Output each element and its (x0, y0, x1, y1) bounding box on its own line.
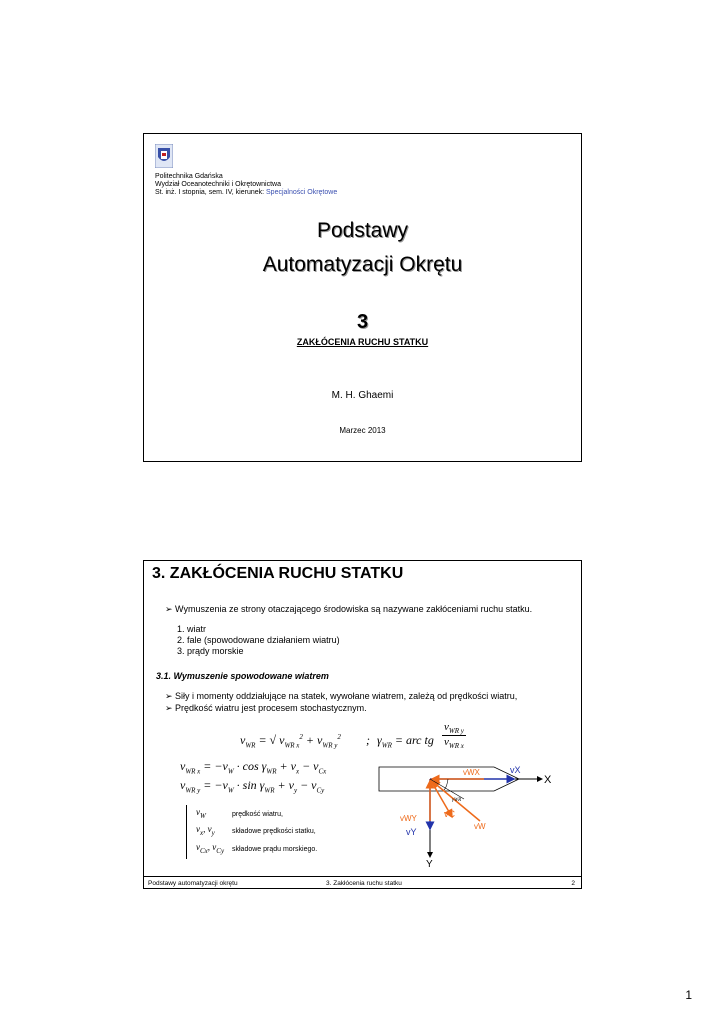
university-logo-icon (155, 144, 173, 168)
bullet-disturbances: ➢ Wymuszenia ze strony otaczającego środowiska są nazywane zakłóceniami ruchu statku. (165, 604, 533, 614)
slide-footer (144, 876, 581, 890)
title-slide (143, 133, 582, 462)
bullet-forces: ➢ Siły i momenty oddziałujące na statek, wywołane wiatrem, zależą od prędkości wiatru, (165, 691, 518, 701)
legend-symbol-vxy: $v_x$, $v_y$ (196, 824, 215, 837)
legend-symbol-vc: $v_{Cx}$, $v_{Cy}$ (196, 842, 225, 855)
equation-gamma: $\gamma_{WR}$ = arc tg (377, 733, 434, 750)
legend-bar (186, 805, 187, 859)
header-university: Politechnika Gdańska (155, 173, 223, 180)
slide-title: 3. ZAKŁÓCENIA RUCHU STATKU (152, 565, 404, 582)
vx-label: vX (510, 765, 521, 775)
legend-desc: prędkość wiatru, (232, 811, 283, 818)
list-item: 3. prądy morskie (177, 646, 244, 656)
footer-chapter: 3. Zakłócenia ruchu statku (326, 880, 402, 887)
equation-vwrx: $v_{WR x} = -v_W \cdot \cos \gamma_{WR} + v_x - v_{Cx}$ (180, 759, 327, 776)
footer-course: Podstawy automatyzacji okrętu (148, 880, 238, 887)
header-study: St. inż. I stopnia, sem. IV, kierunek: Specjalności Okrętowe (155, 189, 338, 196)
date: Marzec 2013 (339, 426, 386, 435)
vc-label: vC (444, 809, 455, 819)
velocity-vector-diagram (374, 757, 574, 869)
footer-slide-number: 2 (571, 880, 575, 887)
content-slide (143, 560, 582, 889)
header-faculty: Wydział Oceanotechniki i Okrętownictwa (155, 181, 281, 188)
bullet-stochastic: ➢ Prędkość wiatru jest procesem stochastycznym. (165, 703, 367, 713)
list-item: 2. fale (spowodowane działaniem wiatru) (177, 635, 340, 645)
equation-vwry: $v_{WR y} = -v_W \cdot \sin \gamma_{WR} + v_y - v_{Cy}$ (180, 778, 325, 795)
y-axis-label: Y (426, 859, 433, 869)
section-heading: 3.1. Wymuszenie spowodowane wiatrem (156, 671, 329, 681)
vy-label: vY (406, 827, 417, 837)
x-axis-label: X (544, 774, 552, 786)
legend-symbol-vw: $v_W$ (196, 807, 206, 820)
equation-separator: ; (366, 733, 370, 747)
chapter-number: 3 (356, 311, 369, 333)
gamma-label: γWR (452, 798, 462, 803)
specialty-link[interactable]: Specjalności Okrętowe (266, 189, 338, 196)
legend-desc: składowe prędkości statku, (232, 828, 316, 835)
title-line-2: Automatyzacji Okrętu (262, 253, 463, 276)
equation-fraction: $v_{WR y}$ $v_{WR x}$ (444, 721, 464, 751)
page-number: 1 (685, 988, 692, 1002)
vwy-label: vWY (400, 814, 417, 823)
vwx-label: vWX (463, 768, 480, 777)
equation-vwr: $v_{WR}$ = √ $v_{WR x}^2 + v_{WR y}^2$ (240, 733, 341, 750)
list-item: 1. wiatr (177, 624, 207, 634)
vw-label: vW (474, 822, 486, 831)
author: M. H. Ghaemi (331, 390, 394, 401)
chapter-subtitle: ZAKŁÓCENIA RUCHU STATKU (296, 337, 429, 347)
legend-desc: składowe prądu morskiego. (232, 846, 318, 853)
title-line-1: Podstawy (316, 219, 409, 242)
